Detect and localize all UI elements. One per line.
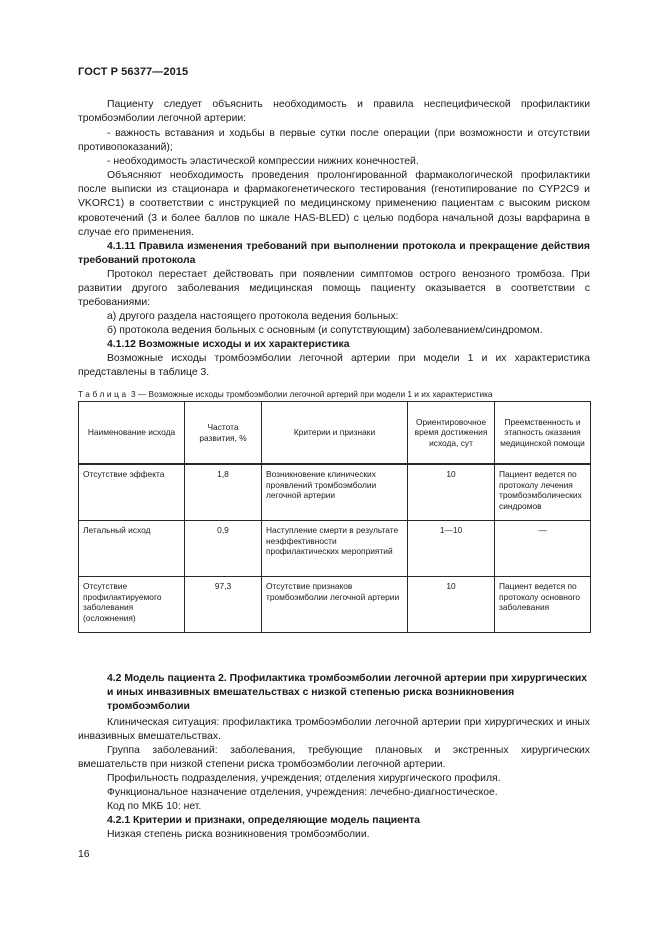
table-caption-word: Таблица — [78, 389, 129, 399]
table-row — [79, 464, 591, 521]
table-cell: 1—10 — [408, 521, 495, 577]
table-cell: Отсутствие эффекта — [79, 464, 185, 521]
paragraph: Пациенту следует объяснить необходимость и правила неспецифической профилактики тромбоэмболии легочной артерии: — [78, 99, 590, 125]
paragraph: Протокол перестает действовать при появлении симптомов острого венозного тромбоза. При развитии другого заболевания медицинская помощь пациенту оказывается в соответствии с требованиями: — [78, 269, 590, 309]
bullet-item: - важность вставания и ходьбы в первые сутки после операции (при возможности и отсутствии противопоказаний); — [78, 128, 590, 154]
list-item: б) протокола ведения больных с основным (и сопутствующим) заболеванием/синдромом. — [107, 325, 543, 336]
column-header: Наименование исхода — [79, 402, 185, 465]
table-cell: Пациент ведется по протоколу лечения тромбоэмболических синдромов — [495, 464, 591, 521]
paragraph: Код по МКБ 10: нет. — [107, 801, 202, 812]
paragraph: Профильность подразделения, учреждения; отделения хирургического профиля. — [107, 773, 501, 784]
bullet-item: - необходимость эластической компрессии нижних конечностей. — [107, 156, 419, 167]
table-header-row — [79, 402, 591, 465]
column-header: Ориентировочное время достижения исхода, сут — [408, 402, 495, 465]
table-row — [79, 521, 591, 577]
table-cell: 97,3 — [185, 577, 262, 633]
section-heading-4-2-1: 4.2.1 Критерии и признаки, определяющие модель пациента — [107, 815, 421, 826]
outcomes-table — [78, 401, 591, 633]
paragraph: Низкая степень риска возникновения тромбоэмболии. — [107, 829, 370, 840]
table-cell: Пациент ведется по протоколу основного заболевания — [495, 577, 591, 633]
section-heading-4-1-11: 4.1.11 Правила изменения требований при выполнении протокола и прекращение действия требований протокола — [78, 241, 590, 267]
table-cell: 1,8 — [185, 464, 262, 521]
paragraph: Группа заболеваний: заболевания, требующие плановых и экстренных хирургических вмешательств при низкой степени риска тромбоэмболии легочной артерии. — [78, 745, 590, 771]
column-header: Преемственность и этапность оказания медицинской помощи — [495, 402, 591, 465]
column-header: Критерии и признаки — [262, 402, 408, 465]
table-caption — [78, 389, 493, 399]
table-cell: 10 — [408, 464, 495, 521]
table-cell: — — [495, 521, 591, 577]
table-cell: Отсутствие профилактируемого заболевания (осложнения) — [79, 577, 185, 633]
section-heading-4-2: 4.2 Модель пациента 2. Профилактика тромбоэмболии легочной артерии при хирургических и иных инвазивных вмешательствах с низкой степенью риска возникновения тромбоэмболии — [107, 673, 588, 713]
table-cell: Отсутствие признаков тромбоэмболии легочной артерии — [262, 577, 408, 633]
table-cell: Наступление смерти в результате неэффективности профилактических мероприятий — [262, 521, 408, 577]
paragraph: Клиническая ситуация: профилактика тромбоэмболии легочной артерии при хирургических и иных инвазивных вмешательствах. — [78, 717, 590, 743]
section-heading-4-1-12: 4.1.12 Возможные исходы и их характеристика — [107, 339, 350, 350]
page-number: 16 — [78, 849, 90, 860]
table-cell: Возникновение клинических проявлений тромбоэмболии легочной артерии — [262, 464, 408, 521]
column-header: Частота развития, % — [185, 402, 262, 465]
paragraph: Объясняют необходимость проведения пролонгированной фармакологической профилактики после выписки из стационара и фармакогенетического тестирования (генотипирование по CYP2C9 и VKORC1) в соответствии с инструкцией по медицинскому применению пациентам с высоким риском кровотечений (3 и более баллов по шкале HAS-BLED) с целью подбора начальной дозы варфарина в случае его применения. — [78, 170, 590, 238]
table-row — [79, 577, 591, 633]
table-cell: 0,9 — [185, 521, 262, 577]
table-cell: Летальный исход — [79, 521, 185, 577]
document-header: ГОСТ Р 56377—2015 — [78, 66, 189, 78]
table-cell: 10 — [408, 577, 495, 633]
list-item: а) другого раздела настоящего протокола ведения больных: — [107, 311, 399, 322]
paragraph: Функциональное назначение отделения, учреждения: лечебно-диагностическое. — [107, 787, 498, 798]
table-caption-text: 3 — Возможные исходы тромбоэмболии легочной артерий при модели 1 и их характеристика — [128, 389, 493, 399]
paragraph: Возможные исходы тромбоэмболии легочной артерии при модели 1 и их характеристика представлены в таблице 3. — [78, 353, 590, 379]
